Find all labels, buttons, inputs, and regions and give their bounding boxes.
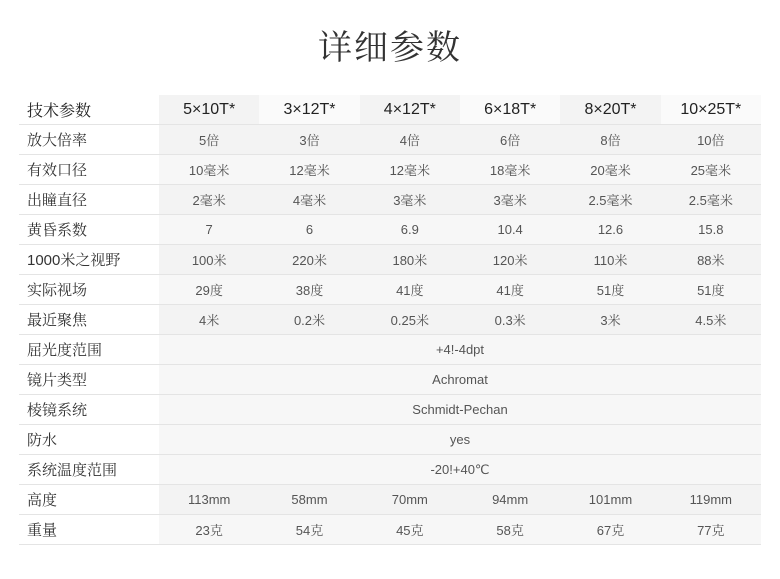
table-cell: 25毫米	[661, 155, 761, 185]
table-cell: 180米	[360, 245, 460, 275]
column-header: 10×25T*	[661, 95, 761, 125]
table-cell: 18毫米	[460, 155, 560, 185]
column-header: 8×20T*	[560, 95, 660, 125]
row-label: 防水	[19, 425, 159, 455]
table-row	[19, 185, 761, 215]
table-cell: 12.6	[560, 215, 660, 245]
table-cell: 4米	[159, 305, 259, 335]
table-cell: 20毫米	[560, 155, 660, 185]
table-cell: 3倍	[259, 125, 359, 155]
row-label: 黄昏系数	[19, 215, 159, 245]
table-cell: 41度	[460, 275, 560, 305]
table-row	[19, 125, 761, 155]
table-cell: 2.5毫米	[560, 185, 660, 215]
spec-table	[19, 95, 761, 545]
table-cell: 58mm	[259, 485, 359, 515]
page-title: 详细参数	[318, 29, 462, 67]
table-cell: 220米	[259, 245, 359, 275]
table-row	[19, 155, 761, 185]
table-cell: 0.2米	[259, 305, 359, 335]
table-cell: 4毫米	[259, 185, 359, 215]
table-cell: 10.4	[460, 215, 560, 245]
table-cell: 4.5米	[661, 305, 761, 335]
table-cell: 3毫米	[460, 185, 560, 215]
row-label: 出瞳直径	[19, 185, 159, 215]
table-row	[19, 305, 761, 335]
table-cell: 110米	[560, 245, 660, 275]
table-cell: 5倍	[159, 125, 259, 155]
table-header-row	[19, 95, 761, 125]
column-header: 6×18T*	[460, 95, 560, 125]
table-cell: 15.8	[661, 215, 761, 245]
table-cell: 120米	[460, 245, 560, 275]
table-row	[19, 455, 761, 485]
table-row	[19, 245, 761, 275]
table-cell: 0.25米	[360, 305, 460, 335]
row-label: 1000米之视野	[19, 245, 159, 275]
row-label: 实际视场	[19, 275, 159, 305]
table-cell: 6倍	[460, 125, 560, 155]
table-cell: 101mm	[560, 485, 660, 515]
table-cell: 3米	[560, 305, 660, 335]
table-cell: 3毫米	[360, 185, 460, 215]
table-cell: 10毫米	[159, 155, 259, 185]
table-row	[19, 515, 761, 545]
table-row	[19, 425, 761, 455]
table-cell: 119mm	[661, 485, 761, 515]
row-label: 有效口径	[19, 155, 159, 185]
table-cell: 8倍	[560, 125, 660, 155]
row-label: 屈光度范围	[19, 335, 159, 365]
column-header: 3×12T*	[259, 95, 359, 125]
table-cell: 77克	[661, 515, 761, 545]
table-cell: 10倍	[661, 125, 761, 155]
row-merged-value: Schmidt-Pechan	[159, 395, 761, 425]
table-cell: 54克	[259, 515, 359, 545]
table-cell: 45克	[360, 515, 460, 545]
table-row	[19, 215, 761, 245]
table-row	[19, 395, 761, 425]
row-merged-value: Achromat	[159, 365, 761, 395]
table-cell: 100米	[159, 245, 259, 275]
table-cell: 6	[259, 215, 359, 245]
table-row	[19, 335, 761, 365]
row-label: 棱镜系统	[19, 395, 159, 425]
header-label: 技术参数	[19, 95, 159, 125]
row-merged-value: yes	[159, 425, 761, 455]
table-cell: 2毫米	[159, 185, 259, 215]
row-merged-value: -20!+40℃	[159, 455, 761, 485]
table-cell: 12毫米	[360, 155, 460, 185]
row-merged-value: +4!-4dpt	[159, 335, 761, 365]
table-cell: 41度	[360, 275, 460, 305]
table-row	[19, 365, 761, 395]
table-row	[19, 485, 761, 515]
table-cell: 7	[159, 215, 259, 245]
table-cell: 67克	[560, 515, 660, 545]
table-row	[19, 275, 761, 305]
row-label: 高度	[19, 485, 159, 515]
table-cell: 23克	[159, 515, 259, 545]
table-cell: 94mm	[460, 485, 560, 515]
table-cell: 4倍	[360, 125, 460, 155]
row-label: 放大倍率	[19, 125, 159, 155]
table-cell: 51度	[661, 275, 761, 305]
spec-table-body	[19, 95, 761, 545]
table-cell: 58克	[460, 515, 560, 545]
table-cell: 12毫米	[259, 155, 359, 185]
table-cell: 2.5毫米	[661, 185, 761, 215]
row-label: 镜片类型	[19, 365, 159, 395]
table-cell: 29度	[159, 275, 259, 305]
row-label: 重量	[19, 515, 159, 545]
table-cell: 0.3米	[460, 305, 560, 335]
column-header: 5×10T*	[159, 95, 259, 125]
table-cell: 113mm	[159, 485, 259, 515]
table-cell: 51度	[560, 275, 660, 305]
column-header: 4×12T*	[360, 95, 460, 125]
row-label: 最近聚焦	[19, 305, 159, 335]
row-label: 系统温度范围	[19, 455, 159, 485]
table-cell: 6.9	[360, 215, 460, 245]
table-cell: 88米	[661, 245, 761, 275]
table-cell: 70mm	[360, 485, 460, 515]
table-cell: 38度	[259, 275, 359, 305]
